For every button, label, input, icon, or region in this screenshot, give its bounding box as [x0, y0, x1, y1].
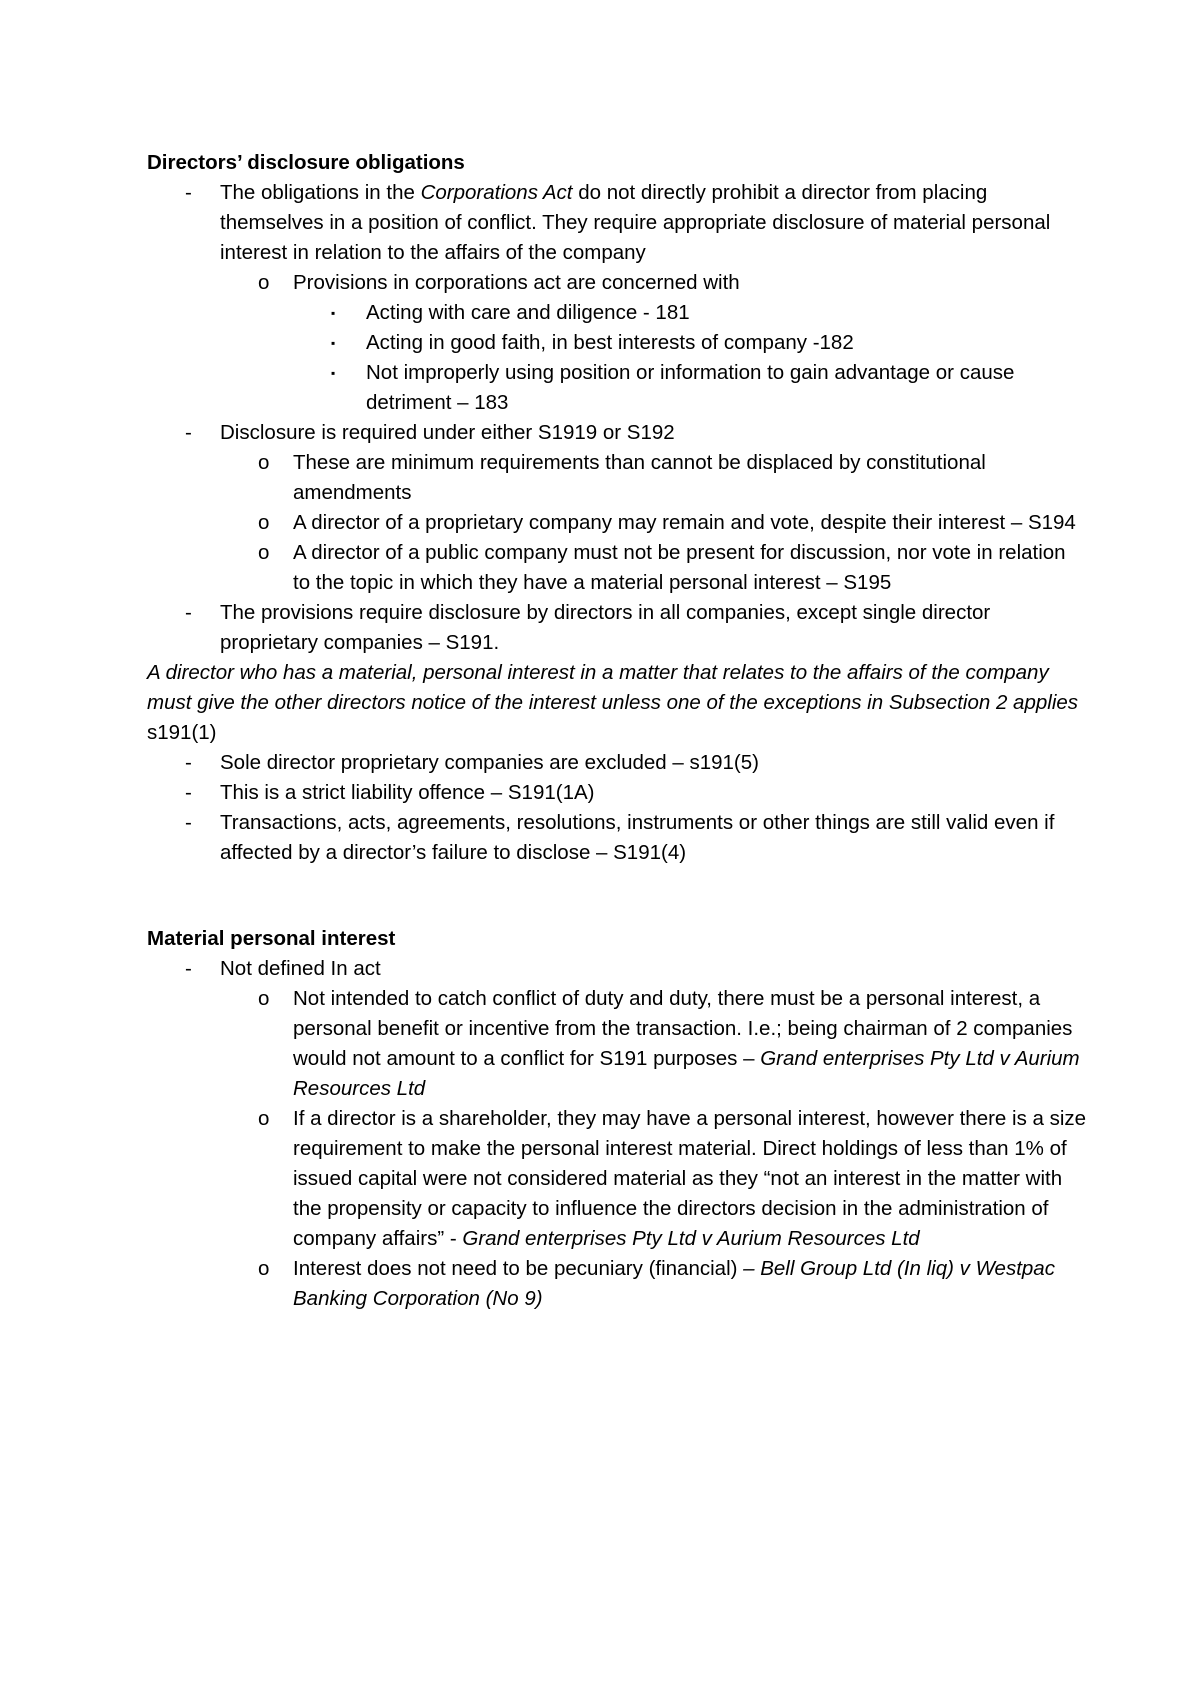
item-text: This is a strict liability offence – S191(1A) — [220, 781, 595, 804]
item-text: A director of a public company must not be present for discussion, nor vote in relation to the topic in which they have a material personal interest – S195 — [293, 541, 1066, 594]
dash-bullet: - — [185, 811, 192, 834]
circle-bullet: o — [258, 1107, 270, 1130]
list-item — [147, 538, 1087, 598]
list-item — [147, 954, 1087, 984]
list-item — [147, 418, 1087, 448]
list-item — [147, 508, 1087, 538]
section-material-personal-interest — [147, 924, 1087, 1314]
circle-bullet: o — [258, 987, 270, 1010]
dash-bullet: - — [185, 751, 192, 774]
section-heading: Directors’ disclosure obligations — [147, 151, 465, 174]
section-heading: Material personal interest — [147, 927, 396, 950]
case-citation: Grand enterprises Pty Ltd v Aurium Resources Ltd — [462, 1227, 920, 1250]
section-directors-disclosure — [147, 148, 1087, 868]
item-text: Transactions, acts, agreements, resolutions, instruments or other things are still valid even if affected by a director’s failure to disclose – S191(4) — [220, 811, 1055, 864]
dash-bullet: - — [185, 601, 192, 624]
circle-bullet: o — [258, 541, 270, 564]
list-item — [147, 598, 1087, 658]
item-text: do not directly prohibit a director from placing themselves in a position of conflict. They require appropriate disclosure of material personal interest in relation to the affairs of the company — [220, 181, 1051, 264]
item-text: The provisions require disclosure by directors in all companies, except single director proprietary companies – S191. — [220, 601, 991, 654]
dash-bullet: - — [185, 181, 192, 204]
list-item — [147, 328, 1087, 358]
circle-bullet: o — [258, 1257, 270, 1280]
item-text: Disclosure is required under either S1919 or S192 — [220, 421, 675, 444]
quote-reference: s191(1) — [147, 721, 217, 744]
circle-bullet: o — [258, 511, 270, 534]
item-text: Not intended to catch conflict of duty and duty, there must be a personal interest, a personal benefit or incentive from the transaction. I.e.; being chairman of 2 companies would not amount to a conflict for S191 purposes – — [293, 987, 1073, 1070]
dash-bullet: - — [185, 781, 192, 804]
list-item — [147, 808, 1087, 868]
item-text: Not improperly using position or information to gain advantage or cause detriment – 183 — [366, 361, 1015, 414]
item-text: Acting with care and diligence - 181 — [366, 301, 690, 324]
list-item — [147, 448, 1087, 508]
item-text: The obligations in the — [220, 181, 421, 204]
square-bullet: ▪ — [331, 366, 336, 380]
list-item — [147, 984, 1087, 1104]
dash-bullet: - — [185, 957, 192, 980]
item-text: Interest does not need to be pecuniary (financial) — [293, 1257, 744, 1280]
list-item — [147, 178, 1087, 268]
list-item — [147, 778, 1087, 808]
case-citation: Grand enterprises Pty Ltd v Aurium Resources Ltd — [293, 1047, 1080, 1100]
statute-quote — [147, 658, 1087, 748]
item-text: Sole director proprietary companies are excluded – s191(5) — [220, 751, 759, 774]
list-item — [147, 268, 1087, 298]
circle-bullet: o — [258, 271, 270, 294]
act-title: Corporations Act — [420, 181, 573, 204]
item-text: These are minimum requirements than cannot be displaced by constitutional amendments — [293, 451, 986, 504]
item-text: If a director is a shareholder, they may have a personal interest, however there is a size requirement to make the personal interest material. Direct holdings of less than 1% of issued capital were not considered material as they “not an interest in the matter with the propensity or capacity to influence the directors decision in the administration of company affairs” - — [293, 1107, 1087, 1250]
square-bullet: ▪ — [331, 306, 336, 320]
list-item — [147, 1254, 1087, 1314]
list-item — [147, 1104, 1087, 1254]
case-citation: – Bell Group Ltd (In liq) v Westpac Banking Corporation (No 9) — [293, 1257, 1055, 1310]
item-text: Not defined In act — [220, 957, 381, 980]
dash-bullet: - — [185, 421, 192, 444]
circle-bullet: o — [258, 451, 270, 474]
item-text: A director of a proprietary company may remain and vote, despite their interest – S194 — [293, 511, 1076, 534]
list-item — [147, 748, 1087, 778]
quote-text: A director who has a material, personal interest in a matter that relates to the affairs of the company must give the other directors notice of the interest unless one of the exceptions in Subsection 2 applies — [147, 661, 1079, 714]
list-item — [147, 298, 1087, 328]
item-text: Acting in good faith, in best interests of company -182 — [366, 331, 854, 354]
square-bullet: ▪ — [331, 336, 336, 350]
item-text: Provisions in corporations act are concerned with — [293, 271, 740, 294]
list-item — [147, 358, 1087, 418]
